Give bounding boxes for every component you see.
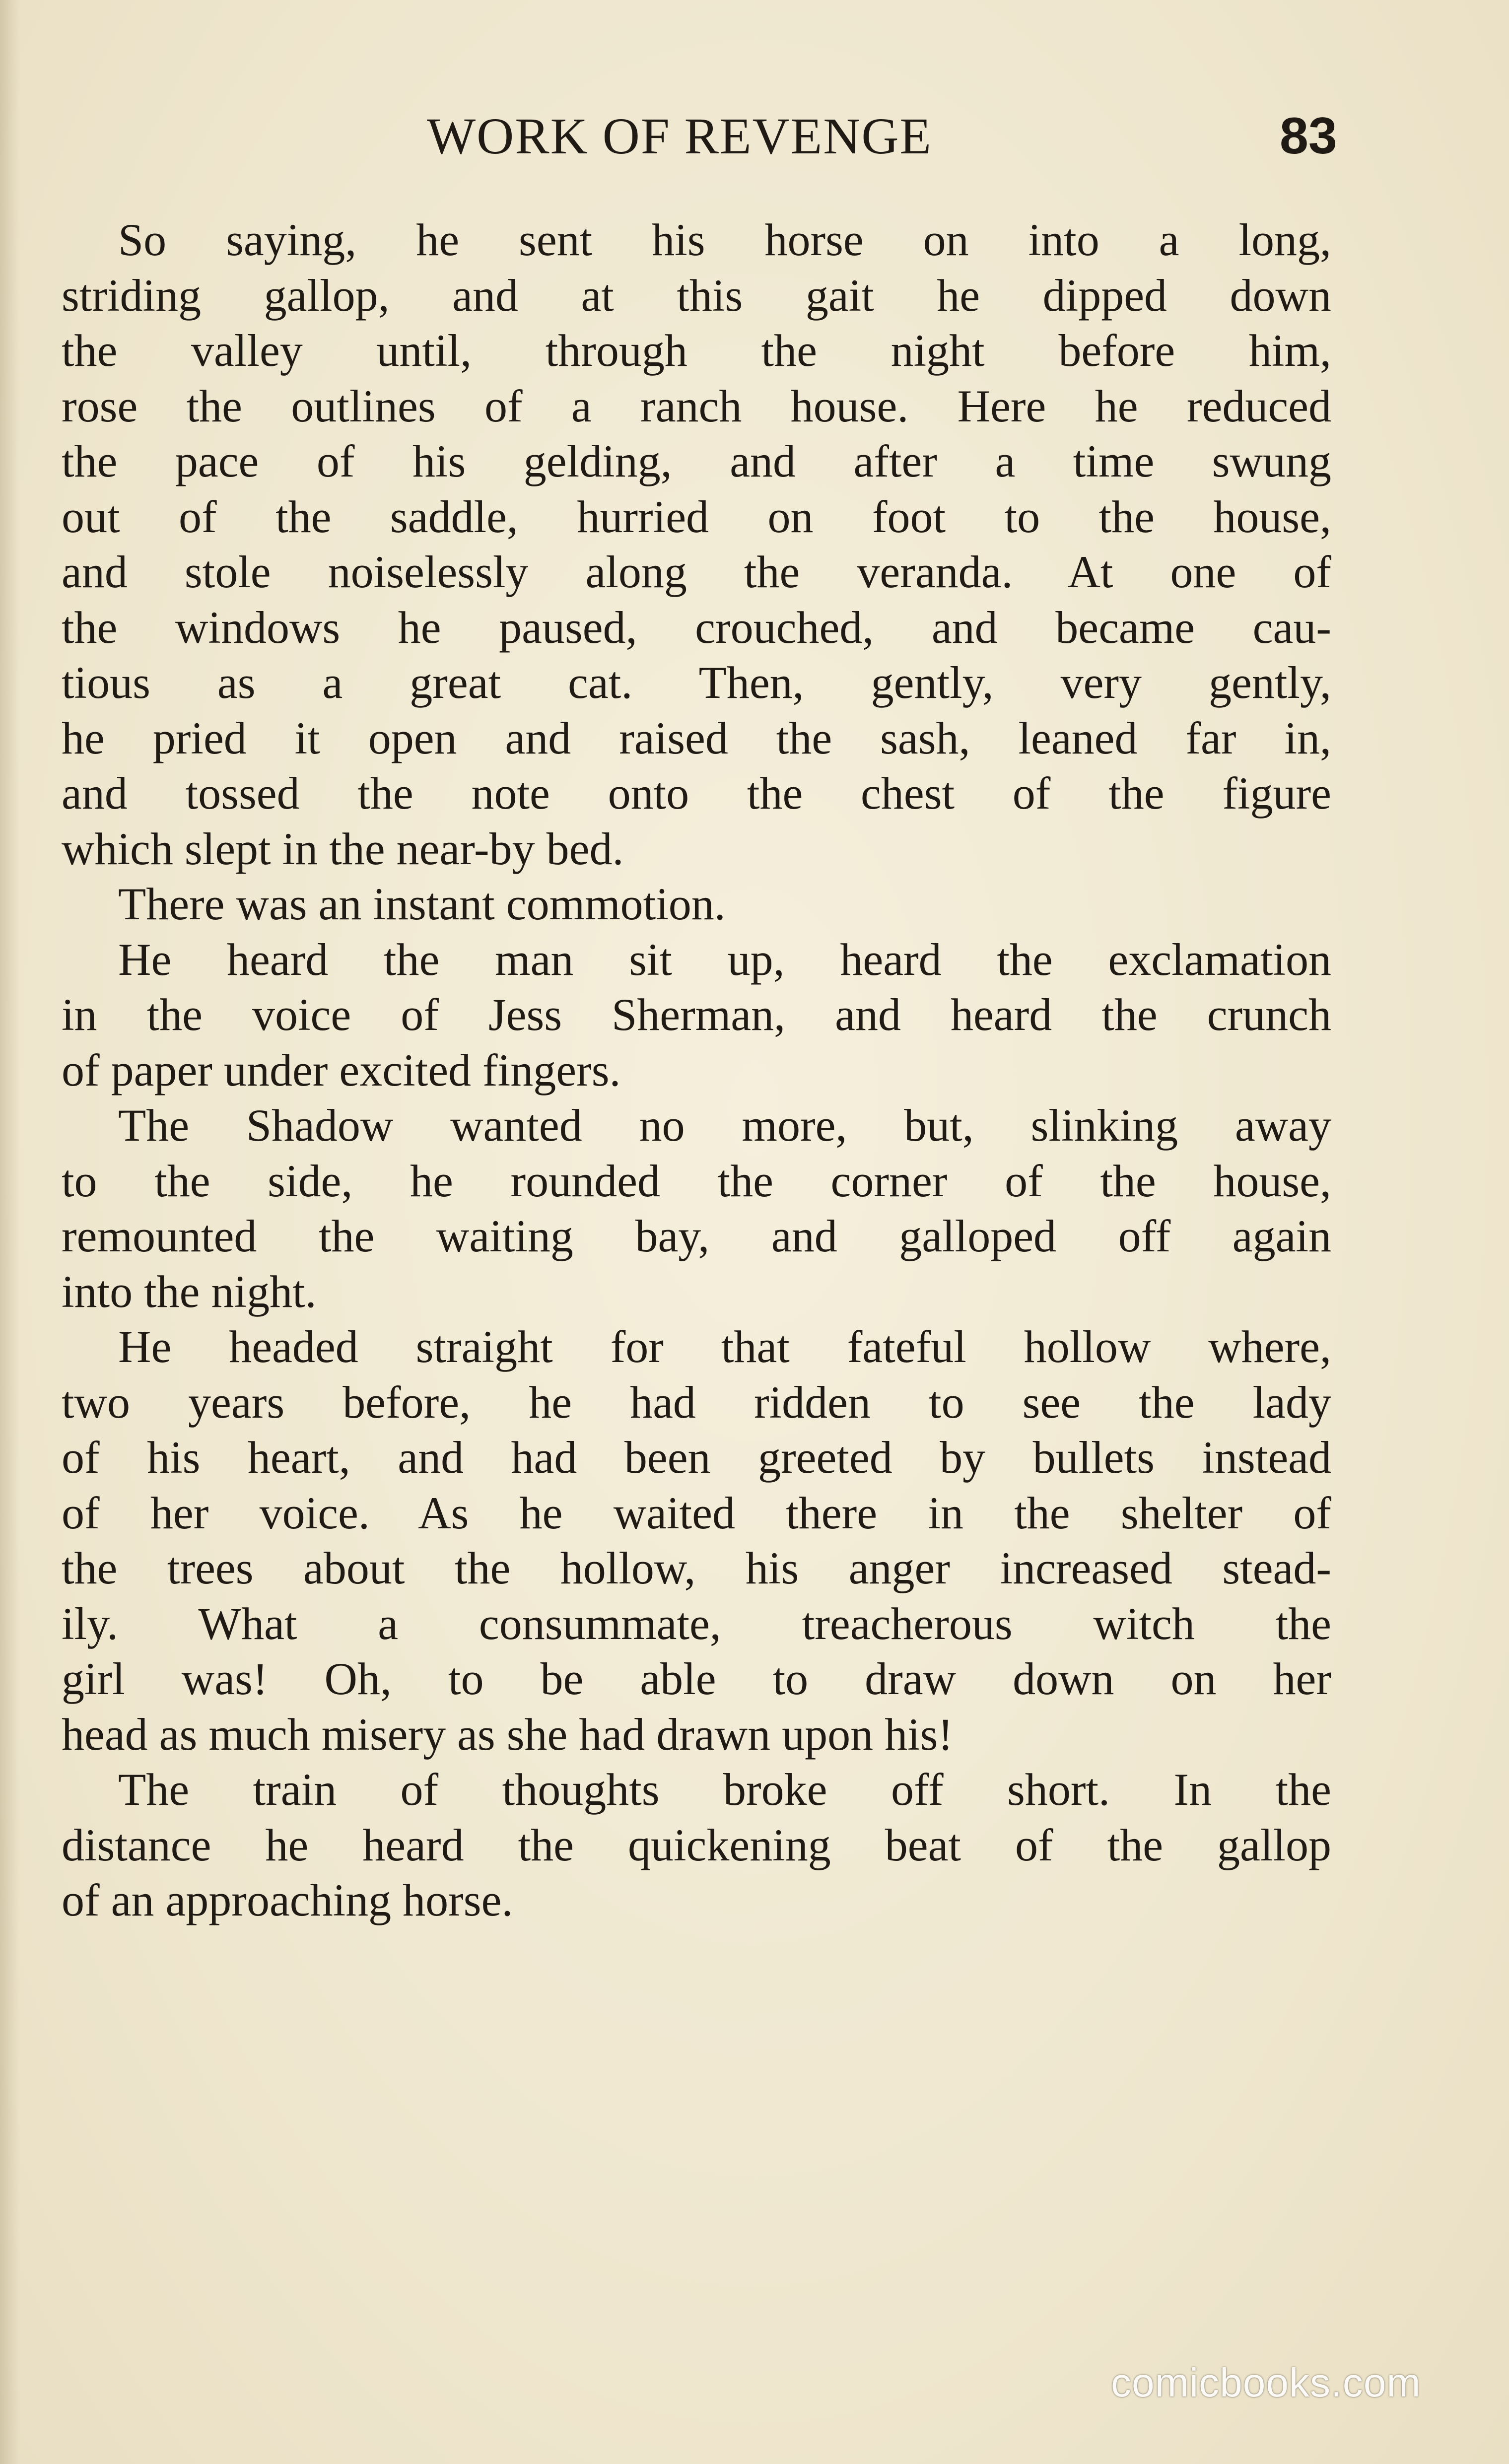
text-line: of her voice. As he waited there in the shelter of <box>62 1487 1331 1538</box>
page-header <box>0 107 1509 181</box>
text-line: the windows he paused, crouched, and became cau- <box>62 602 1331 653</box>
text-line: the pace of his gelding, and after a time swung <box>62 436 1331 486</box>
text-line: of an approaching horse. <box>62 1875 513 1925</box>
text-line: to the side, he rounded the corner of the house, <box>62 1155 1331 1206</box>
text-line: out of the saddle, hurried on foot to the house, <box>62 491 1331 542</box>
text-line: So saying, he sent his horse on into a long, <box>118 214 1331 265</box>
text-line: and tossed the note onto the chest of the figure <box>62 768 1331 819</box>
running-head: WORK OF REVENGE <box>427 108 932 165</box>
text-line: rose the outlines of a ranch house. Here he reduced <box>62 380 1331 431</box>
text-line: The train of thoughts broke off short. In the <box>118 1764 1331 1815</box>
text-line: which slept in the near-by bed. <box>62 823 624 874</box>
text-line: and stole noiselessly along the veranda. At one of <box>62 547 1331 597</box>
text-line: distance he heard the quickening beat of the gallop <box>62 1819 1331 1870</box>
body-text <box>62 212 1331 1928</box>
text-line: the trees about the hollow, his anger increased stead- <box>62 1543 1331 1593</box>
page-edge-shadow <box>0 0 20 2464</box>
text-line: He headed straight for that fateful hollow where, <box>118 1321 1331 1372</box>
watermark: comicbooks.com <box>1111 2360 1421 2405</box>
text-line: remounted the waiting bay, and galloped off again <box>62 1211 1331 1261</box>
text-line: two years before, he had ridden to see the lady <box>62 1376 1331 1428</box>
text-line: There was an instant commotion. <box>118 879 726 929</box>
text-line: The Shadow wanted no more, but, slinking away <box>118 1100 1331 1151</box>
text-line: the valley until, through the night before him, <box>62 325 1331 376</box>
text-line: head as much misery as she had drawn upon his! <box>62 1709 954 1760</box>
text-line: ily. What a consummate, treacherous witch the <box>62 1598 1331 1649</box>
page-number: 83 <box>1280 107 1337 165</box>
text-line: of his heart, and had been greeted by bullets instead <box>62 1432 1331 1483</box>
text-line: striding gallop, and at this gait he dipped down <box>62 270 1331 321</box>
text-line: girl was! Oh, to be able to draw down on her <box>62 1653 1331 1704</box>
text-line: tious as a great cat. Then, gently, very gently, <box>62 657 1331 708</box>
text-line: in the voice of Jess Sherman, and heard the crunch <box>62 989 1331 1040</box>
text-line: of paper under excited fingers. <box>62 1044 621 1095</box>
text-line: He heard the man sit up, heard the exclamation <box>118 934 1331 985</box>
text-line: into the night. <box>62 1266 317 1317</box>
text-line: he pried it open and raised the sash, leaned far in, <box>62 712 1331 763</box>
